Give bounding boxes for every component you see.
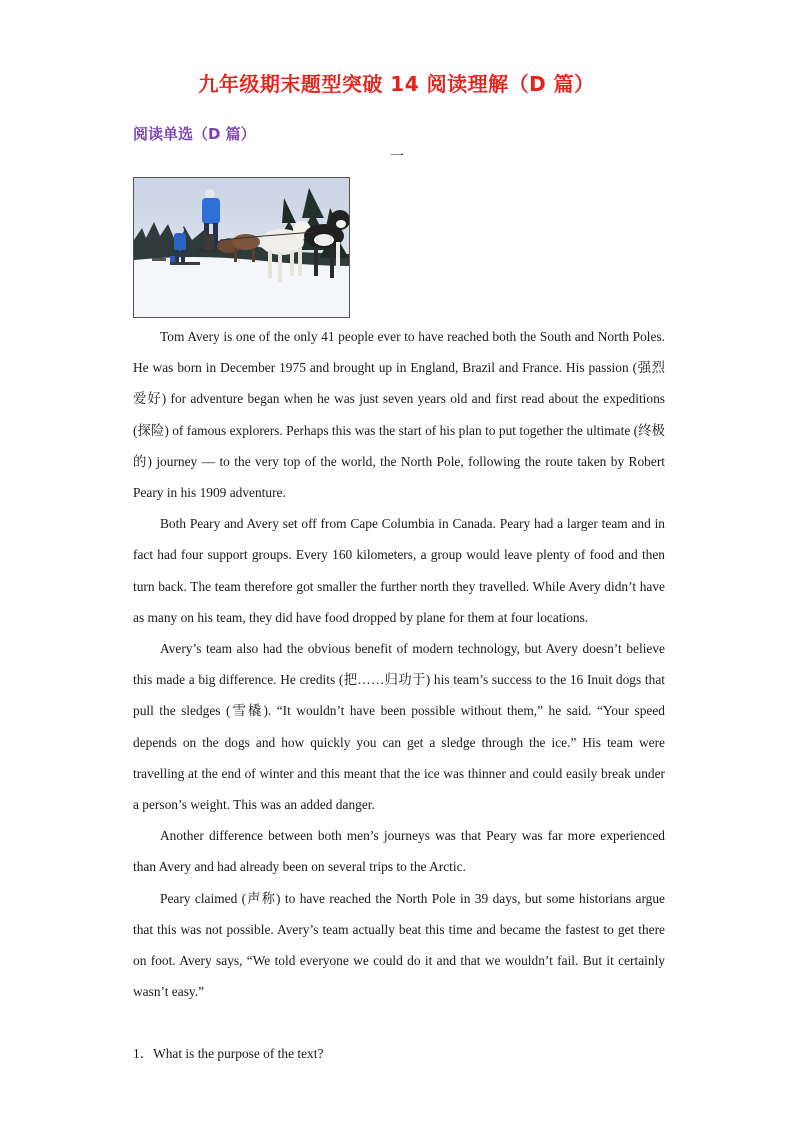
part-marker: 一 bbox=[390, 150, 404, 165]
article-paragraph: Another difference between both men’s journeys was that Peary was far more experienced than Avery and had already been on several trips to the Arctic. bbox=[133, 828, 665, 875]
article-paragraph: Both Peary and Avery set off from Cape Columbia in Canada. Peary had a larger team and in fact had four support groups. Every 160 kilometers, a group would leave plenty of food and then turn back. The team therefore got smaller the further north they travelled. While Avery didn’t have as many on his team, they did have food dropped by plane for them at four locations. bbox=[133, 516, 665, 625]
article-paragraph: Peary claimed (声称) to have reached the North Pole in 39 days, but some historians argue that this was not possible. Avery’s team actually beat this time and became the fastest to get there on foot. Avery says, “We told everyone we could do it and that we wouldn’t fail. But it certainly wasn’t easy.” bbox=[133, 890, 665, 1000]
dog-sled-illustration bbox=[134, 178, 349, 317]
article-paragraph: Tom Avery is one of the only 41 people ever to have reached both the South and North Poles. He was born in December 1975 and brought up in England, Brazil and France. His passion (强烈爱好) for adventure began when he was just seven years old and first read about the expeditions (探险) of famous explorers. Perhaps this was the start of his plan to put together the ultimate (终极的) journey — to the very top of the world, the North Pole, following the route taken by Robert Peary in his 1909 adventure. bbox=[133, 329, 665, 501]
article-paragraph: Avery’s team also had the obvious benefit of modern technology, but Avery doesn’t believe this made a big difference. He credits (把……归功于) his team’s success to the 16 Inuit dogs that pull the sledges (雪橇). “It wouldn’t have been possible without them,” he said. “Your speed depends on the dogs and how quickly you can get a sledge through the ice.” His team were travelling at the end of winter and this meant that the ice was thinner and could easily break under a person’s weight. This was an added danger. bbox=[133, 641, 665, 813]
question-1: 1．What is the purpose of the text? bbox=[133, 1046, 324, 1061]
dog-sled-photo bbox=[133, 177, 350, 318]
page-title: 九年级期末题型突破 14 阅读理解（D 篇） bbox=[198, 72, 595, 96]
article-body bbox=[133, 321, 665, 1007]
section-title: 阅读单选（D 篇） bbox=[133, 125, 256, 143]
